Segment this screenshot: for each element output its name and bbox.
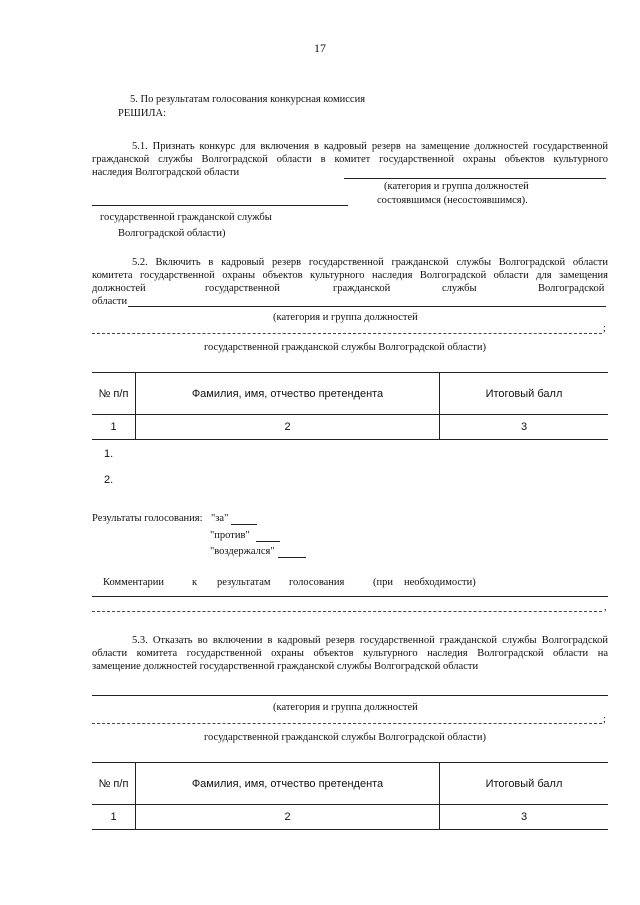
col-name-header: Фамилия, имя, отчество претендента bbox=[136, 373, 440, 415]
vote-abstain-blank[interactable] bbox=[278, 557, 306, 558]
comments-blank-1[interactable] bbox=[92, 596, 608, 597]
vote-results-label: Результаты голосования: bbox=[92, 513, 203, 524]
col-number-header: № п/п bbox=[92, 763, 136, 805]
list-item: 1. bbox=[104, 448, 114, 460]
item-5-2-word-3: гражданской bbox=[333, 283, 391, 294]
item-5-2-word-1: должностей bbox=[92, 283, 146, 294]
item-5-3-line1: 5.3. Отказать во включении в кадровый резерв государственной гражданской службы Волгоградской bbox=[132, 635, 608, 646]
item-5-3-line2: области комитета государственной охраны объектов культурного наследия Волгоградской области на bbox=[92, 648, 608, 659]
page-number: 17 bbox=[314, 41, 326, 55]
section-heading: 5. По результатам голосования конкурсная комиссия bbox=[130, 94, 366, 105]
list-item: 2. bbox=[104, 474, 114, 486]
item-5-1-line3: наследия Волгоградской области bbox=[92, 167, 240, 178]
item-5-1-category-caption: (категория и группа должностей bbox=[384, 181, 529, 192]
comments-word-4: голосования bbox=[289, 577, 345, 588]
vote-against-label: "против" bbox=[210, 530, 250, 541]
item-5-2-word-4: службы bbox=[442, 283, 477, 294]
item-5-2-word-2: государственной bbox=[205, 283, 280, 294]
item-5-2-table bbox=[92, 372, 608, 440]
comments-word-2: к bbox=[192, 577, 198, 588]
item-5-3-table bbox=[92, 762, 608, 830]
comments-comma: , bbox=[604, 602, 607, 613]
comments-word-3: результатам bbox=[217, 577, 271, 588]
table-header-row bbox=[92, 373, 608, 415]
item-5-3-category-blank-2[interactable] bbox=[92, 723, 602, 724]
item-5-2-line2: комитета государственной охраны объектов культурного наследия Волгоградской области для замещения bbox=[92, 270, 608, 281]
item-5-2-service-caption: государственной гражданской службы Волгоградской области) bbox=[204, 342, 486, 353]
item-5-3-line3: замещение должностей государственной гражданской службы Волгоградской области bbox=[92, 661, 479, 672]
item-5-3-category-blank[interactable] bbox=[92, 695, 608, 696]
comments-word-1: Комментарии bbox=[103, 577, 164, 588]
item-5-2-category-caption: (категория и группа должностей bbox=[273, 312, 418, 323]
item-5-1-region-caption: Волгоградской области) bbox=[118, 228, 226, 239]
comments-word-5: (при bbox=[373, 577, 393, 588]
col-score-index: 3 bbox=[440, 415, 609, 440]
item-5-1-line2: гражданской службы Волгоградской области в комитет государственной охраны объектов культурного bbox=[92, 154, 608, 165]
item-5-3-service-caption: государственной гражданской службы Волгоградской области) bbox=[204, 732, 486, 743]
col-number-header: № п/п bbox=[92, 373, 136, 415]
col-name-index: 2 bbox=[136, 805, 440, 830]
vote-for-blank[interactable] bbox=[231, 524, 257, 525]
table-numbering-row bbox=[92, 805, 608, 830]
table-header-row bbox=[92, 763, 608, 805]
item-5-1-category-blank[interactable] bbox=[344, 178, 606, 179]
item-5-1-service-caption: государственной гражданской службы bbox=[100, 212, 272, 223]
comments-blank-2[interactable] bbox=[92, 611, 602, 612]
vote-against-blank[interactable] bbox=[256, 541, 280, 542]
col-score-index: 3 bbox=[440, 805, 609, 830]
item-5-2-line4: области bbox=[92, 296, 128, 307]
item-5-3-category-caption: (категория и группа должностей bbox=[273, 702, 418, 713]
vote-abstain-label: "воздержался" bbox=[210, 546, 275, 557]
col-name-index: 2 bbox=[136, 415, 440, 440]
vote-for-label: "за" bbox=[211, 513, 229, 524]
item-5-2-category-blank-2[interactable] bbox=[92, 333, 602, 334]
col-score-header: Итоговый балл bbox=[440, 373, 609, 415]
item-5-2-word-5: Волгоградской bbox=[538, 283, 605, 294]
comments-word-6: необходимости) bbox=[404, 577, 476, 588]
item-5-2-line1: 5.2. Включить в кадровый резерв государственной гражданской службы Волгоградской области bbox=[132, 257, 608, 268]
col-name-header: Фамилия, имя, отчество претендента bbox=[136, 763, 440, 805]
col-number-index: 1 bbox=[92, 805, 136, 830]
table-numbering-row bbox=[92, 415, 608, 440]
decided-label: РЕШИЛА: bbox=[118, 108, 167, 119]
item-5-3-semicolon: ; bbox=[603, 714, 606, 725]
item-5-1-line1: 5.1. Признать конкурс для включения в кадровый резерв на замещение должностей государственной bbox=[132, 141, 608, 152]
col-score-header: Итоговый балл bbox=[440, 763, 609, 805]
item-5-2-semicolon: ; bbox=[603, 323, 606, 334]
col-number-index: 1 bbox=[92, 415, 136, 440]
item-5-1-status: состоявшимся (несостоявшимся). bbox=[377, 195, 528, 206]
item-5-2-category-blank[interactable] bbox=[128, 306, 606, 307]
item-5-1-category-blank-2[interactable] bbox=[92, 205, 348, 206]
